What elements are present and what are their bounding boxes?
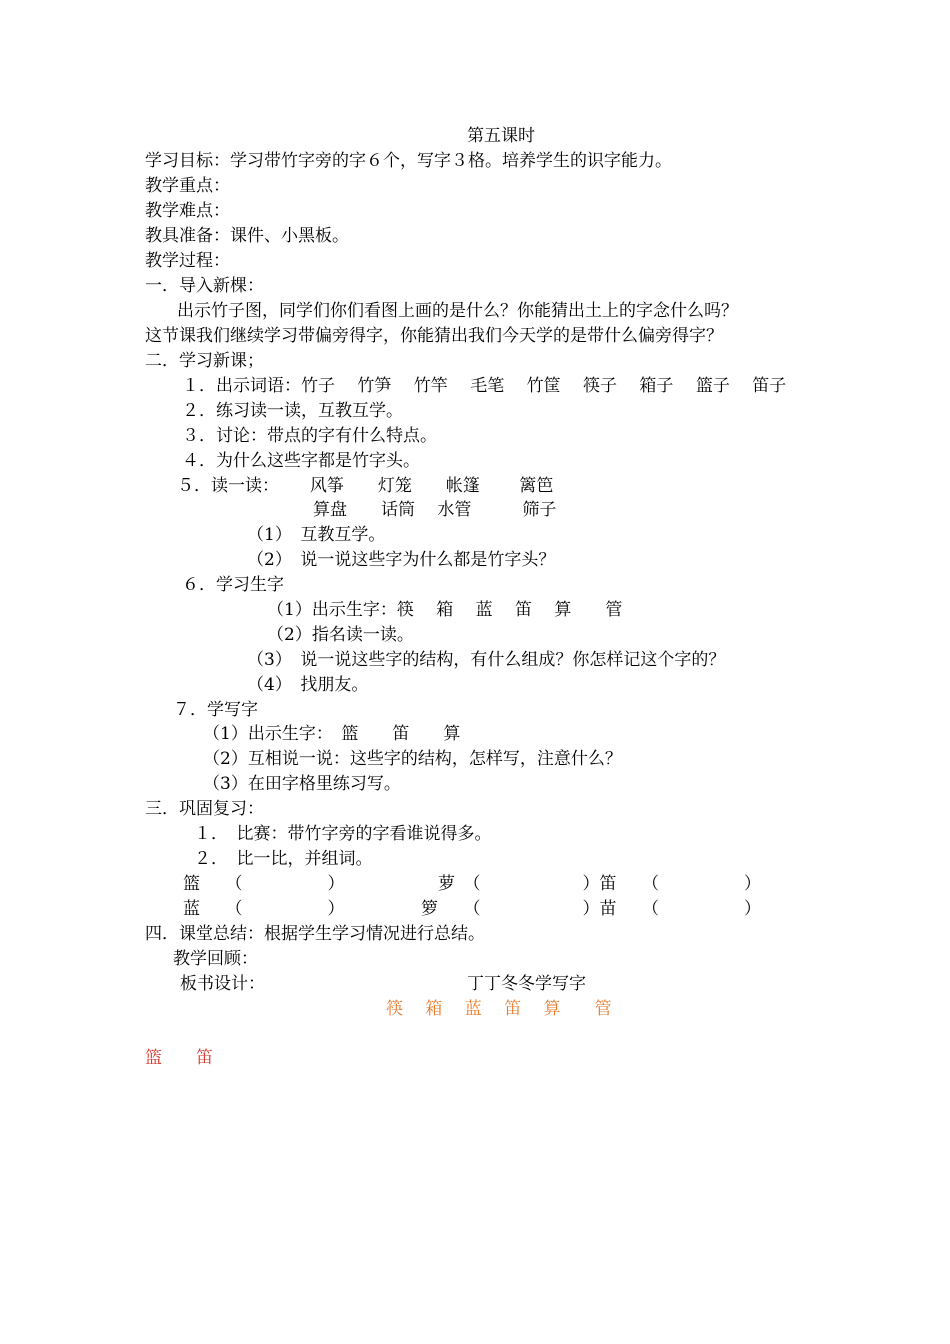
learning-goal: 学习目标：学习带竹字旁的字６个，写字３格。培养学生的识字能力。 xyxy=(145,151,672,171)
item-6: ６．学习生字 xyxy=(182,575,284,595)
section-1-paragraph-line-1: 出示竹子图，同学们你们看图上画的是什么？你能猜出土上的字念什么吗？ xyxy=(177,301,738,321)
page-title: 第五课时 xyxy=(467,126,535,146)
item-6-sub-2: （2）指名读一读。 xyxy=(267,625,414,645)
item-7: ７．学写字 xyxy=(173,700,258,720)
section-1-heading: 一．导入新棵： xyxy=(145,276,264,296)
item-1-words: １．出示词语：竹子 竹笋 竹竿 毛笔 竹筐 筷子 箱子 篮子 笛子 xyxy=(182,376,787,396)
item-6-sub-1: （1）出示生字：筷 箱 蓝 笛 算 管 xyxy=(267,600,623,620)
key-points: 教学重点： xyxy=(145,176,230,196)
item-2: ２．练习读一读，互教互学。 xyxy=(182,401,403,421)
teaching-process: 教学过程： xyxy=(145,251,230,271)
item-5-sub-1: （1） 互教互学。 xyxy=(247,525,386,545)
item-7-sub-3: （3）在田字格里练习写。 xyxy=(203,774,401,794)
difficult-points: 教学难点： xyxy=(145,201,230,221)
item-3: ３．讨论：带点的字有什么特点。 xyxy=(182,426,437,446)
section-2-heading: 二．学习新课； xyxy=(145,351,264,371)
review-item-2: ２． 比一比，并组词。 xyxy=(194,849,373,869)
item-7-sub-1: （1）出示生字： 篮 笛 算 xyxy=(203,724,461,744)
word-pair-row-2: 蓝 （ ） 箩 （ ）苗 （ ） xyxy=(183,899,761,919)
board-title: 丁丁冬冬学写字 xyxy=(467,974,586,994)
teaching-review: 教学回顾： xyxy=(173,949,258,969)
item-4: ４．为什么这些字都是竹字头。 xyxy=(182,451,420,471)
section-3-heading: 三．巩固复习： xyxy=(145,799,264,819)
board-design-label: 板书设计： xyxy=(180,974,265,994)
item-7-sub-2: （2）互相说一说：这些字的结构，怎样写，注意什么？ xyxy=(203,749,622,769)
board-red-characters: 篮 笛 xyxy=(145,1048,213,1068)
item-6-sub-4: （4） 找朋友。 xyxy=(247,675,369,695)
item-6-sub-3: （3） 说一说这些字的结构，有什么组成？你怎样记这个字的？ xyxy=(247,650,726,670)
item-5-line-2: 算盘 话筒 水管 筛子 xyxy=(313,500,557,520)
item-5: ５．读一读： 风筝 灯笼 帐篷 篱笆 xyxy=(177,476,554,496)
item-5-sub-2: （2） 说一说这些字为什么都是竹字头？ xyxy=(247,550,556,570)
section-1-paragraph-line-2: 这节课我们继续学习带偏旁得字，你能猜出我们今天学的是带什么偏旁得字？ xyxy=(145,326,723,346)
word-pair-row-1: 篮 （ ） 萝 （ ）笛 （ ） xyxy=(183,874,761,894)
board-characters: 筷 箱 蓝 笛 算 管 xyxy=(386,999,612,1019)
teaching-aids: 教具准备：课件、小黑板。 xyxy=(145,226,349,246)
section-4-heading: 四．课堂总结：根据学生学习情况进行总结。 xyxy=(145,924,485,944)
review-item-1: １． 比赛：带竹字旁的字看谁说得多。 xyxy=(194,824,492,844)
